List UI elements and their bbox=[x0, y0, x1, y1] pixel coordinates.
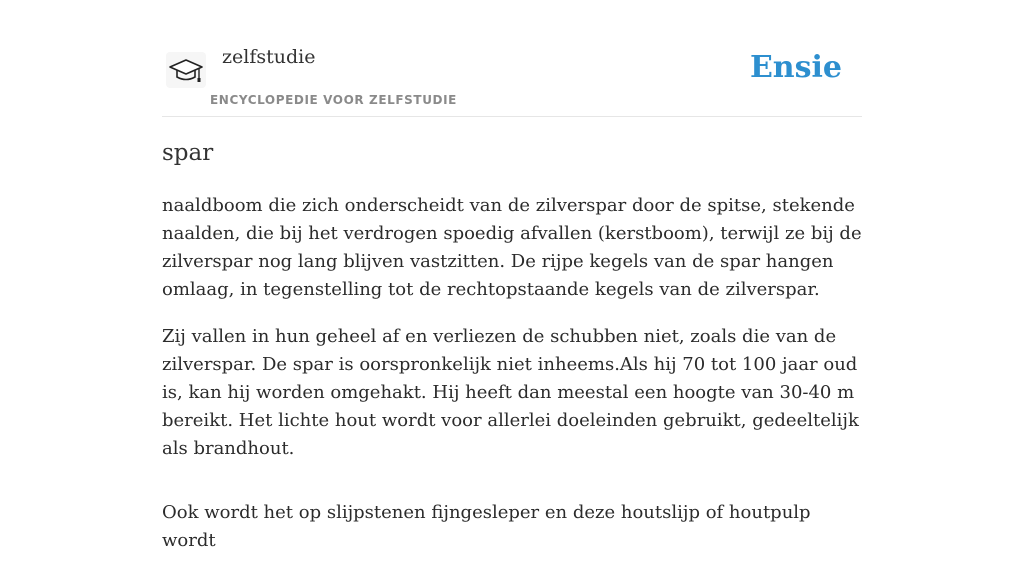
site-tagline: ENCYCLOPEDIE VOOR ZELFSTUDIE bbox=[210, 93, 457, 107]
page-title: spar bbox=[162, 140, 214, 166]
site-name[interactable]: zelfstudie bbox=[222, 46, 316, 68]
article-paragraph: naaldboom die zich onderscheidt van de zilverspar door de spitse, stekende naalden, die bij het verdrogen spoedig afvallen (kerstboom), terwijl ze bij de zilverspar nog lang blijven vastzitten. De rijpe kegels van de spar hangen omlaag, in tegenstelling tot de rechtopstaande kegels van de zilverspar. bbox=[162, 195, 862, 300]
brand-logo[interactable]: Ensie bbox=[749, 50, 842, 85]
graduation-cap-icon[interactable] bbox=[166, 52, 206, 88]
article-body bbox=[162, 192, 862, 574]
article-paragraph: Ook wordt het op slijpstenen fijngesleper en deze houtslijp of houtpulp wordt bbox=[162, 502, 811, 551]
article-paragraph: Zij vallen in hun geheel af en verliezen de schubben niet, zoals die van de zilverspar. De spar is oorspronkelijk niet inheems.Als hij 70 tot 100 jaar oud is, kan hij worden omgehakt. Hij heeft dan meestal een hoogte van 30-40 m bereikt. Het lichte hout wordt voor allerlei doeleinden gebruikt, gedeeltelijk als brandhout. bbox=[162, 326, 859, 459]
site-header bbox=[162, 0, 862, 117]
